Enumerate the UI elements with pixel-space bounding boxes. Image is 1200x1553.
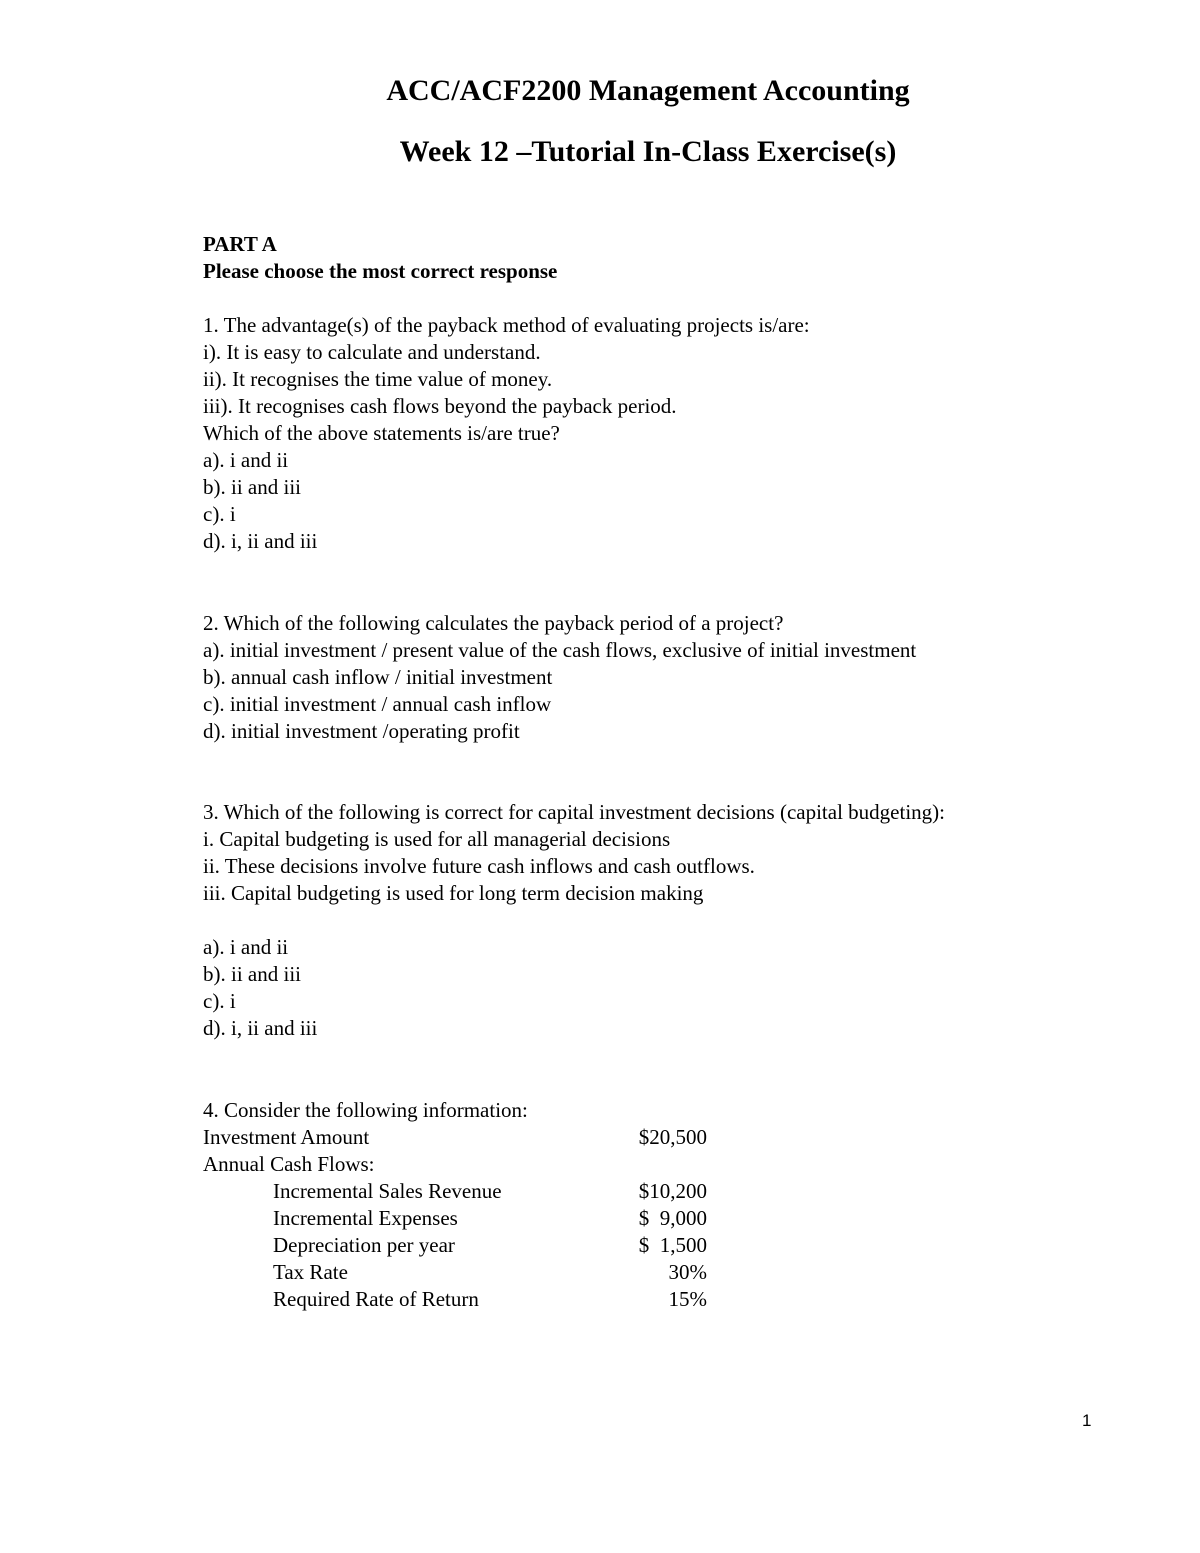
info-row-incremental-sales-revenue [203, 1178, 723, 1205]
question-prompt: Which of the above statements is/are true? [203, 421, 560, 445]
answer-option: a). initial investment / present value of the cash flows, exclusive of initial investment [203, 638, 917, 662]
question-statement: iii). It recognises cash flows beyond the payback period. [203, 394, 677, 418]
question-statement: i). It is easy to calculate and understand. [203, 340, 541, 364]
info-value: $20,500 [638, 1125, 707, 1149]
info-label: Incremental Expenses [273, 1206, 458, 1230]
answer-option: b). ii and iii [203, 475, 301, 499]
question-1 [203, 312, 810, 555]
info-row-depreciation [203, 1232, 723, 1259]
info-row-required-rate-of-return [203, 1286, 723, 1313]
question-3 [203, 799, 945, 907]
answer-option: d). i, ii and iii [203, 1016, 318, 1040]
info-value: $10,200 [638, 1179, 707, 1203]
answer-option: a). i and ii [203, 448, 289, 472]
info-label: Required Rate of Return [273, 1287, 479, 1311]
document-subtitle: Week 12 –Tutorial In-Class Exercise(s) [399, 135, 897, 168]
question-stem: 1. The advantage(s) of the payback method of evaluating projects is/are: [203, 313, 810, 337]
answer-option: d). i, ii and iii [203, 529, 318, 553]
info-label: Depreciation per year [273, 1233, 455, 1257]
answer-option: b). annual cash inflow / initial investment [203, 665, 553, 689]
part-heading: PART A [203, 232, 277, 256]
info-value: $ 1,500 [638, 1233, 707, 1257]
question-statement: ii). It recognises the time value of money. [203, 367, 553, 391]
info-value: $ 9,000 [638, 1206, 707, 1230]
info-value: 30% [668, 1260, 707, 1284]
answer-option: b). ii and iii [203, 962, 301, 986]
answer-option: d). initial investment /operating profit [203, 719, 520, 743]
question-2 [203, 610, 916, 745]
question-3-options [203, 934, 317, 1042]
answer-option: c). i [203, 989, 236, 1013]
info-row-annual-cash-flows [203, 1151, 723, 1178]
question-4 [203, 1097, 723, 1313]
question-statement: iii. Capital budgeting is used for long term decision making [203, 881, 704, 905]
info-label: Tax Rate [273, 1260, 348, 1284]
info-label: Annual Cash Flows: [203, 1152, 375, 1176]
info-label: Incremental Sales Revenue [273, 1179, 502, 1203]
question-stem: 3. Which of the following is correct for capital investment decisions (capital budgeting): [203, 800, 945, 824]
info-row-incremental-expenses [203, 1205, 723, 1232]
info-value: 15% [668, 1287, 707, 1311]
question-statement: ii. These decisions involve future cash inflows and cash outflows. [203, 854, 755, 878]
question-statement: i. Capital budgeting is used for all managerial decisions [203, 827, 671, 851]
info-label: Investment Amount [203, 1125, 370, 1149]
info-row-tax-rate [203, 1259, 723, 1286]
page-number: 1 [1082, 1411, 1092, 1430]
question-stem: 4. Consider the following information: [203, 1098, 528, 1122]
part-instruction: Please choose the most correct response [203, 259, 558, 283]
part-a-header [203, 231, 557, 285]
answer-option: a). i and ii [203, 935, 289, 959]
answer-option: c). initial investment / annual cash inflow [203, 692, 552, 716]
document-title: ACC/ACF2200 Management Accounting [386, 74, 910, 107]
answer-option: c). i [203, 502, 236, 526]
question-stem: 2. Which of the following calculates the payback period of a project? [203, 611, 784, 635]
info-row-investment-amount [203, 1124, 723, 1151]
